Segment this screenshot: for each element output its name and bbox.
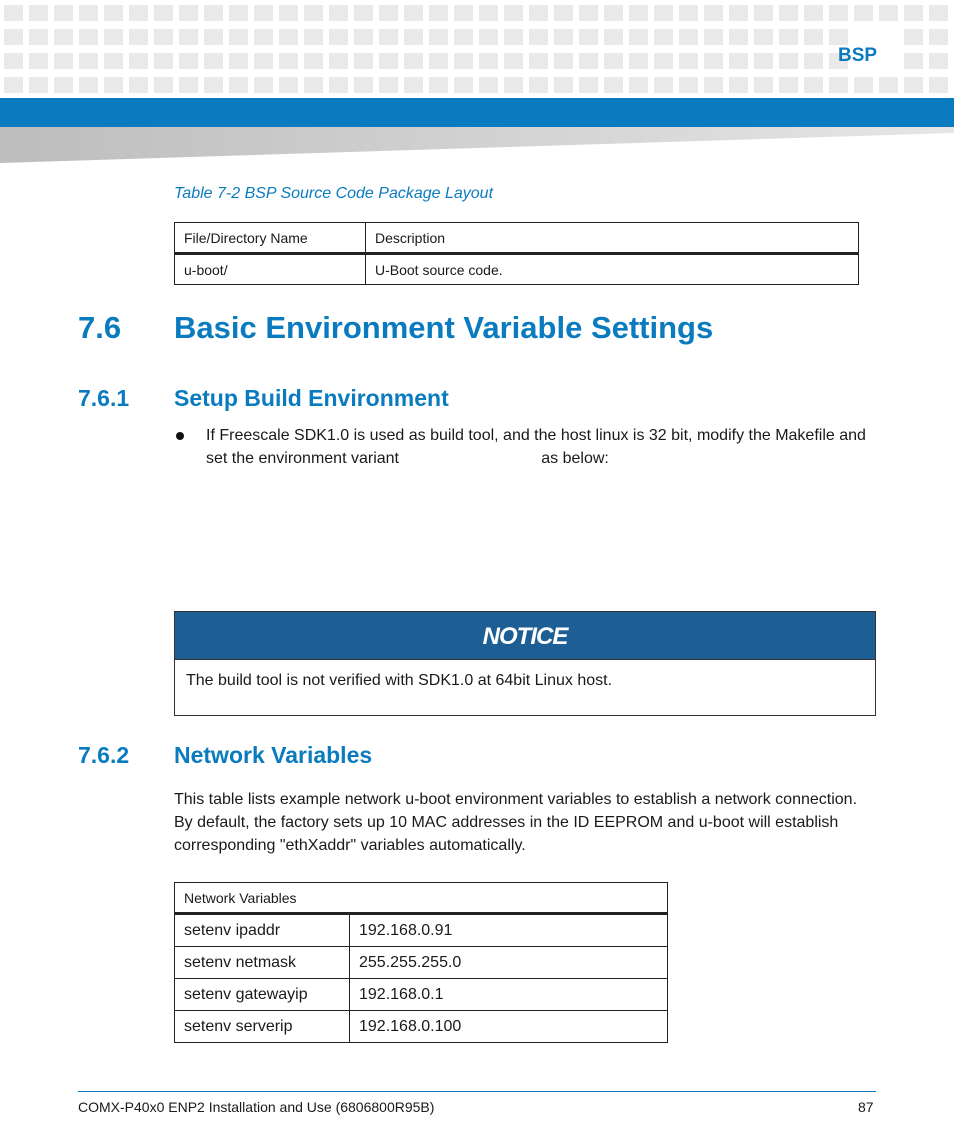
subsection-title: Setup Build Environment xyxy=(174,385,449,411)
pattern-square xyxy=(454,77,473,93)
pattern-square xyxy=(804,5,823,21)
pattern-square xyxy=(879,77,898,93)
pattern-square xyxy=(504,77,523,93)
table-header-row xyxy=(175,883,668,914)
pattern-square xyxy=(79,53,98,69)
pattern-square xyxy=(204,5,223,21)
pattern-square xyxy=(729,77,748,93)
header-pattern xyxy=(0,0,954,98)
network-variables-table xyxy=(174,882,668,1043)
pattern-square xyxy=(829,29,848,45)
pattern-square xyxy=(904,29,923,45)
pattern-square xyxy=(279,77,298,93)
pattern-square xyxy=(604,53,623,69)
pattern-square xyxy=(279,53,298,69)
pattern-square xyxy=(4,5,23,21)
pattern-square xyxy=(379,5,398,21)
pattern-square xyxy=(154,53,173,69)
pattern-square xyxy=(29,53,48,69)
pattern-square xyxy=(804,77,823,93)
table-cell: 255.255.255.0 xyxy=(350,947,668,979)
notice-title: NOTICE xyxy=(175,612,875,660)
pattern-square xyxy=(254,5,273,21)
bullet-text: If Freescale SDK1.0 is used as build tool, and the host linux is 32 bit, modify the Makefile and set the environment variant as below: xyxy=(206,427,871,467)
subsection-heading xyxy=(78,385,449,412)
pattern-square xyxy=(154,29,173,45)
pattern-square xyxy=(529,5,548,21)
pattern-square xyxy=(304,29,323,45)
table-cell: 192.168.0.100 xyxy=(350,1011,668,1043)
pattern-square xyxy=(504,53,523,69)
subsection-number: 7.6.1 xyxy=(78,385,130,411)
pattern-square xyxy=(404,53,423,69)
table-cell: 192.168.0.1 xyxy=(350,979,668,1011)
pattern-square xyxy=(504,29,523,45)
pattern-square xyxy=(629,77,648,93)
pattern-square xyxy=(704,29,723,45)
pattern-square xyxy=(229,53,248,69)
pattern-square xyxy=(4,53,23,69)
subsection-heading xyxy=(78,742,372,769)
pattern-square xyxy=(404,77,423,93)
header-cell: Network Variables xyxy=(175,883,668,914)
table-cell: 192.168.0.91 xyxy=(350,914,668,947)
pattern-square xyxy=(704,53,723,69)
pattern-square xyxy=(779,53,798,69)
pattern-square xyxy=(304,53,323,69)
pattern-square xyxy=(929,77,948,93)
pattern-square xyxy=(104,77,123,93)
pattern-square xyxy=(679,53,698,69)
pattern-square xyxy=(754,29,773,45)
page-number: 87 xyxy=(858,1099,874,1115)
pattern-square xyxy=(254,53,273,69)
pattern-square xyxy=(754,77,773,93)
pattern-square xyxy=(154,77,173,93)
pattern-square xyxy=(579,53,598,69)
pattern-square xyxy=(454,5,473,21)
pattern-square xyxy=(829,77,848,93)
pattern-square xyxy=(279,5,298,21)
pattern-square xyxy=(529,29,548,45)
pattern-square xyxy=(554,53,573,69)
bullet-icon xyxy=(176,432,184,440)
pattern-square xyxy=(429,29,448,45)
pattern-square xyxy=(104,53,123,69)
pattern-square xyxy=(479,5,498,21)
pattern-square xyxy=(604,5,623,21)
pattern-square xyxy=(254,77,273,93)
pattern-square xyxy=(354,29,373,45)
pattern-square xyxy=(204,29,223,45)
pattern-square xyxy=(354,5,373,21)
pattern-square xyxy=(654,53,673,69)
table-cell: setenv ipaddr xyxy=(175,914,350,947)
pattern-square xyxy=(279,29,298,45)
pattern-square xyxy=(229,5,248,21)
section-label: BSP xyxy=(838,45,878,66)
table-caption: Table 7-2 BSP Source Code Package Layout xyxy=(174,185,494,202)
notice-box xyxy=(174,611,876,716)
table-cell: setenv gatewayip xyxy=(175,979,350,1011)
pattern-square xyxy=(54,5,73,21)
pattern-square xyxy=(404,29,423,45)
pattern-square xyxy=(579,77,598,93)
pattern-square xyxy=(729,53,748,69)
pattern-square xyxy=(929,29,948,45)
pattern-square xyxy=(4,29,23,45)
pattern-square xyxy=(229,77,248,93)
subsection-number: 7.6.2 xyxy=(78,742,130,768)
pattern-square xyxy=(879,5,898,21)
header-bar xyxy=(0,98,954,127)
pattern-square xyxy=(579,29,598,45)
pattern-square xyxy=(704,77,723,93)
pattern-square xyxy=(654,77,673,93)
header-swoosh xyxy=(0,127,954,163)
pattern-square xyxy=(154,5,173,21)
pattern-square xyxy=(129,77,148,93)
pattern-square xyxy=(429,5,448,21)
pattern-square xyxy=(179,5,198,21)
pattern-square xyxy=(354,77,373,93)
pattern-square xyxy=(479,53,498,69)
pattern-square xyxy=(779,29,798,45)
pattern-square xyxy=(79,77,98,93)
pattern-square xyxy=(379,77,398,93)
pattern-square xyxy=(329,29,348,45)
header-cell: File/Directory Name xyxy=(175,223,366,254)
pattern-square xyxy=(804,29,823,45)
pattern-square xyxy=(329,53,348,69)
footer-document-title: COMX-P40x0 ENP2 Installation and Use (6806800R95B) xyxy=(78,1099,435,1115)
pattern-square xyxy=(429,53,448,69)
pattern-square xyxy=(904,53,923,69)
pattern-square xyxy=(129,29,148,45)
pattern-square xyxy=(504,5,523,21)
pattern-square xyxy=(729,29,748,45)
pattern-square xyxy=(754,53,773,69)
pattern-square xyxy=(854,5,873,21)
subsection-title: Network Variables xyxy=(174,742,373,768)
pattern-square xyxy=(829,5,848,21)
pattern-square xyxy=(379,29,398,45)
pattern-square xyxy=(179,77,198,93)
pattern-square xyxy=(79,5,98,21)
section-heading xyxy=(78,310,713,346)
table-row xyxy=(175,979,668,1011)
pattern-square xyxy=(654,29,673,45)
pattern-square xyxy=(254,29,273,45)
pattern-square xyxy=(679,5,698,21)
pattern-square xyxy=(204,77,223,93)
table-row xyxy=(175,1011,668,1043)
pattern-square xyxy=(304,77,323,93)
pattern-square xyxy=(304,5,323,21)
pattern-square xyxy=(904,77,923,93)
pattern-square xyxy=(129,5,148,21)
pattern-square xyxy=(29,5,48,21)
pattern-square xyxy=(629,53,648,69)
pattern-square xyxy=(329,5,348,21)
footer-rule xyxy=(78,1091,876,1092)
pattern-square xyxy=(629,29,648,45)
table-row xyxy=(175,254,859,285)
pattern-square xyxy=(679,77,698,93)
pattern-square xyxy=(79,29,98,45)
pattern-square xyxy=(54,29,73,45)
section-title: Basic Environment Variable Settings xyxy=(174,310,714,345)
pattern-square xyxy=(629,5,648,21)
pattern-square xyxy=(679,29,698,45)
pattern-square xyxy=(454,29,473,45)
pattern-square xyxy=(604,77,623,93)
pattern-square xyxy=(554,77,573,93)
pattern-square xyxy=(529,53,548,69)
pattern-square xyxy=(929,5,948,21)
section-number: 7.6 xyxy=(78,310,122,345)
pattern-square xyxy=(354,53,373,69)
pattern-square xyxy=(479,77,498,93)
table-row xyxy=(175,914,668,947)
pattern-square xyxy=(54,77,73,93)
pattern-square xyxy=(329,77,348,93)
pattern-square xyxy=(929,53,948,69)
table-cell: U-Boot source code. xyxy=(366,254,859,285)
pattern-square xyxy=(29,29,48,45)
pattern-square xyxy=(579,5,598,21)
table-row xyxy=(175,947,668,979)
pattern-square xyxy=(479,29,498,45)
package-layout-table xyxy=(174,222,859,285)
pattern-square xyxy=(404,5,423,21)
pattern-square xyxy=(804,53,823,69)
pattern-square xyxy=(554,29,573,45)
pattern-square xyxy=(904,5,923,21)
table-cell: u-boot/ xyxy=(175,254,366,285)
pattern-square xyxy=(179,29,198,45)
pattern-square xyxy=(129,53,148,69)
pattern-square xyxy=(104,5,123,21)
body-paragraph: This table lists example network u-boot environment variables to establish a network connection. By default, the factory sets up 10 MAC addresses in the ID EEPROM and u-boot will establish corresponding "ethXaddr" variables automatically. xyxy=(174,791,858,854)
pattern-square xyxy=(179,53,198,69)
pattern-square xyxy=(204,53,223,69)
pattern-square xyxy=(754,5,773,21)
pattern-square xyxy=(554,5,573,21)
pattern-square xyxy=(379,53,398,69)
pattern-square xyxy=(854,77,873,93)
pattern-square xyxy=(104,29,123,45)
pattern-square xyxy=(529,77,548,93)
pattern-square xyxy=(4,77,23,93)
table-cell: setenv netmask xyxy=(175,947,350,979)
pattern-square xyxy=(654,5,673,21)
pattern-square xyxy=(429,77,448,93)
pattern-square xyxy=(604,29,623,45)
table-cell: setenv serverip xyxy=(175,1011,350,1043)
table-header-row xyxy=(175,223,859,254)
pattern-square xyxy=(29,77,48,93)
header-cell: Description xyxy=(366,223,859,254)
pattern-square xyxy=(704,5,723,21)
pattern-square xyxy=(454,53,473,69)
pattern-square xyxy=(779,5,798,21)
pattern-square xyxy=(779,77,798,93)
notice-text: The build tool is not verified with SDK1.0 at 64bit Linux host. xyxy=(186,672,613,689)
pattern-square xyxy=(54,53,73,69)
pattern-square xyxy=(229,29,248,45)
pattern-square xyxy=(729,5,748,21)
